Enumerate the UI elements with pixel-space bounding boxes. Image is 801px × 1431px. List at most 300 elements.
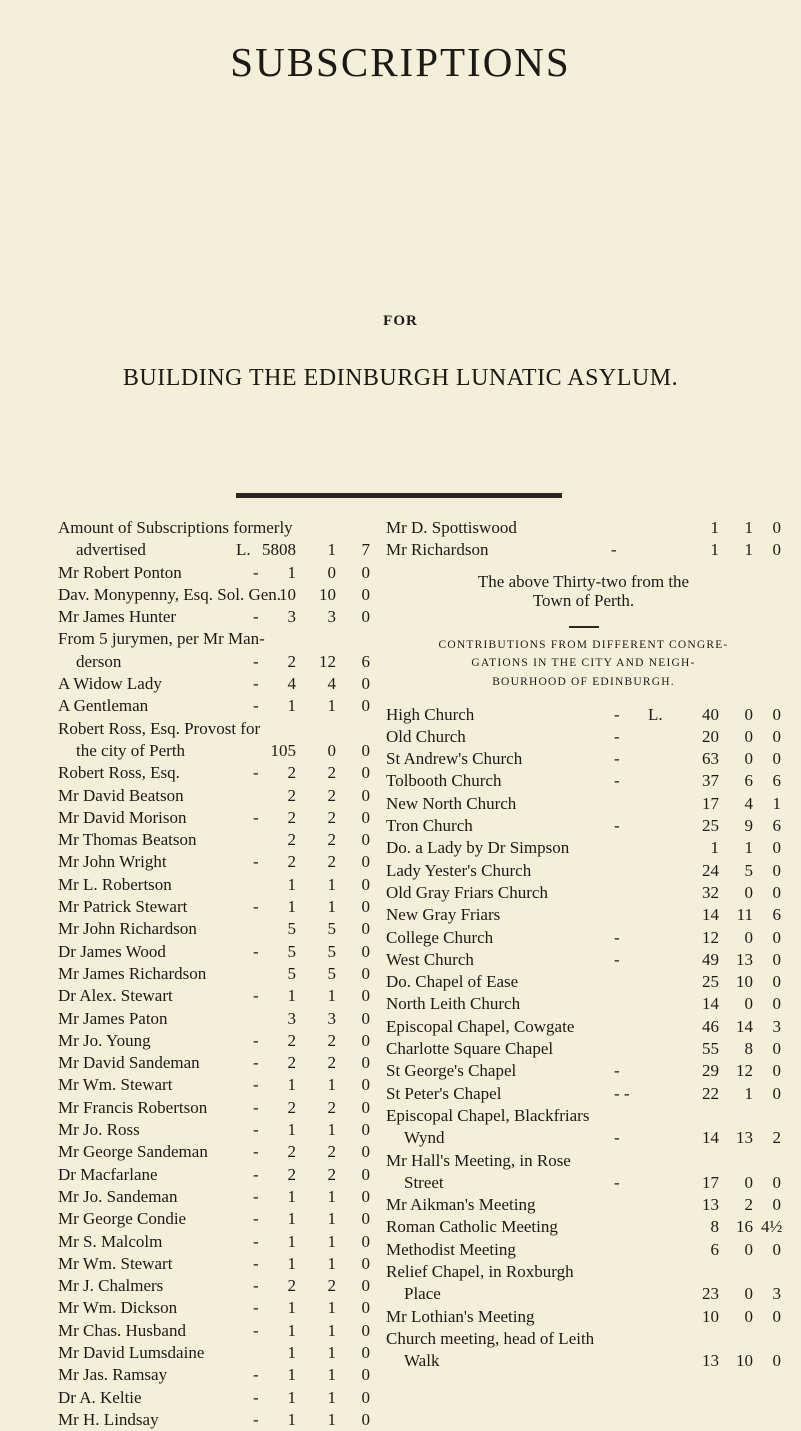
leader-dash: -: [253, 1120, 259, 1140]
pence-value: 0: [361, 1030, 370, 1050]
leader-dash: -: [614, 1172, 620, 1192]
table-row: [58, 539, 368, 561]
right-subscription-column: [386, 517, 781, 1373]
for-caption: FOR: [383, 313, 418, 329]
table-row: [58, 1320, 368, 1342]
table-row: [58, 1186, 368, 1208]
shillings-value: 2: [327, 785, 336, 805]
subscriber-name: Mr Hall's Meeting, in Rose: [386, 1150, 571, 1170]
pence-value: 0: [361, 1186, 370, 1206]
pounds-value: 14: [702, 905, 719, 925]
table-row: [58, 1164, 368, 1186]
leader-dash: -: [253, 1209, 259, 1229]
table-row: [58, 918, 368, 940]
subscriber-name: West Church: [386, 949, 474, 969]
table-row: [386, 539, 781, 561]
leader-dash: -: [253, 1276, 259, 1296]
pounds-value: 25: [702, 972, 719, 992]
shillings-value: 0: [744, 1284, 753, 1304]
table-row: [386, 1283, 781, 1305]
pence-value: 0: [361, 584, 370, 604]
shillings-value: 0: [744, 749, 753, 769]
pounds-value: 63: [702, 749, 719, 769]
pounds-value: 17: [702, 793, 719, 813]
table-row: [386, 1127, 781, 1149]
table-row: [58, 1387, 368, 1409]
leader-dash: -: [614, 771, 620, 791]
pence-value: 0: [772, 1039, 781, 1059]
pence-value: 3: [772, 1284, 781, 1304]
table-row: [386, 726, 781, 748]
leader-dash: -: [253, 897, 259, 917]
pounds-value: 1: [287, 1209, 296, 1229]
subscriber-name: Methodist Meeting: [386, 1239, 516, 1259]
table-row: [58, 1275, 368, 1297]
shillings-value: 1: [327, 1365, 336, 1385]
pence-value: 0: [361, 763, 370, 783]
shillings-value: 0: [327, 740, 336, 760]
left-subscription-column: [58, 517, 368, 1431]
leader-dash: -: [253, 1231, 259, 1251]
heading-line: BOURHOOD OF EDINBURGH.: [492, 675, 675, 688]
subscriber-name: Mr James Paton: [58, 1008, 168, 1028]
subscriber-name: Episcopal Chapel, Blackfriars: [386, 1105, 590, 1125]
shillings-value: 1: [327, 696, 336, 716]
shillings-value: 1: [327, 1409, 336, 1429]
subscriber-name: Lady Yester's Church: [386, 860, 532, 880]
pence-value: 0: [772, 1083, 781, 1103]
shillings-value: 0: [327, 562, 336, 582]
pounds-value: 2: [287, 1030, 296, 1050]
congregations-heading: [386, 636, 781, 704]
pence-value: 0: [361, 1120, 370, 1140]
leader-dash: -: [614, 949, 620, 969]
pounds-value: 3: [287, 1008, 296, 1028]
shillings-value: 10: [736, 1351, 753, 1371]
pounds-value: 24: [702, 860, 719, 880]
pence-value: 0: [361, 941, 370, 961]
shillings-value: 11: [736, 905, 753, 925]
shillings-value: 4: [744, 793, 753, 813]
table-row: [58, 584, 368, 606]
pence-value: 0: [361, 830, 370, 850]
subscriber-name: Mr David Sandeman: [58, 1053, 200, 1073]
shillings-value: 5: [327, 941, 336, 961]
leader-dash: - -: [614, 1083, 630, 1103]
pounds-value: 1: [287, 1231, 296, 1251]
leader-dash: -: [253, 852, 259, 872]
shillings-value: 2: [744, 1195, 753, 1215]
pence-value: 0: [361, 852, 370, 872]
pence-value: 0: [361, 1097, 370, 1117]
subscriber-name: Old Gray Friars Church: [386, 882, 548, 902]
pence-value: 0: [772, 1239, 781, 1259]
pounds-value: 55: [702, 1039, 719, 1059]
pence-value: 0: [772, 1061, 781, 1081]
subscriber-name: College Church: [386, 927, 494, 947]
shillings-value: 2: [327, 1053, 336, 1073]
table-row: [386, 927, 781, 949]
table-row: [386, 1239, 781, 1261]
subscriber-name: Mr L. Robertson: [58, 874, 172, 894]
leader-dash: -: [253, 1142, 259, 1162]
table-row: [386, 1216, 781, 1238]
shillings-value: 9: [744, 816, 753, 836]
pence-value: 0: [772, 838, 781, 858]
pence-value: 6: [772, 905, 781, 925]
table-row: [386, 1150, 781, 1172]
pounds-value: 37: [702, 771, 719, 791]
subscriber-name: North Leith Church: [386, 994, 521, 1014]
pence-value: 0: [361, 1276, 370, 1296]
pounds-value: 3: [287, 607, 296, 627]
leader-dash: -: [253, 1164, 259, 1184]
subscriber-name: Mr John Richardson: [58, 919, 197, 939]
table-row: [58, 1074, 368, 1096]
subscriber-name: St Andrew's Church: [386, 749, 523, 769]
leader-dash: -: [253, 1409, 259, 1429]
table-row: [58, 651, 368, 673]
pounds-value: 13: [702, 1195, 719, 1215]
table-row: [386, 837, 781, 859]
pence-value: 6: [772, 771, 781, 791]
table-row: [386, 949, 781, 971]
subscriber-name: New North Church: [386, 793, 517, 813]
pounds-value: 1: [287, 1075, 296, 1095]
table-row: [386, 1060, 781, 1082]
pence-value: 0: [361, 1298, 370, 1318]
pounds-value: 2: [287, 852, 296, 872]
subscriber-name: Mr Wm. Stewart: [58, 1075, 173, 1095]
pence-value: 6: [361, 651, 370, 671]
leader-dash: -: [253, 1030, 259, 1050]
shillings-value: 2: [327, 1142, 336, 1162]
shillings-value: 6: [744, 771, 753, 791]
pounds-value: 1: [287, 1186, 296, 1206]
pounds-value: 10: [702, 1306, 719, 1326]
subscriber-name: Tolbooth Church: [386, 771, 502, 791]
pence-value: 0: [361, 1164, 370, 1184]
pence-value: 0: [361, 1053, 370, 1073]
leader-dash: -: [253, 1253, 259, 1273]
subscriber-name: Mr James Hunter: [58, 607, 177, 627]
table-row: [58, 740, 368, 762]
pence-value: 2: [772, 1128, 781, 1148]
pounds-value: 2: [287, 1097, 296, 1117]
pence-value: 0: [361, 1075, 370, 1095]
pounds-value: 14: [702, 994, 719, 1014]
pounds-value: 1: [710, 838, 719, 858]
subscriber-name: Mr D. Spottiswood: [386, 518, 517, 537]
pounds-value: 1: [710, 518, 719, 537]
leader-dash: -: [253, 1387, 259, 1407]
subscriber-name: Tron Church: [386, 816, 473, 836]
shillings-value: 13: [736, 1128, 753, 1148]
leader-dash: -: [253, 1097, 259, 1117]
subscriber-name: A Widow Lady: [58, 674, 162, 694]
leader-dash: -: [614, 1061, 620, 1081]
pence-value: 3: [772, 1016, 781, 1036]
leader-dash: -: [611, 540, 617, 560]
leader-dash: -: [614, 927, 620, 947]
leader-dash: -: [253, 1298, 259, 1318]
table-row: [386, 793, 781, 815]
pounds-value: 1: [287, 1365, 296, 1385]
pence-value: 0: [772, 949, 781, 969]
shillings-value: 8: [744, 1039, 753, 1059]
pence-value: 1: [772, 793, 781, 813]
subscriber-name: Mr Wm. Stewart: [58, 1253, 173, 1273]
pence-value: 0: [361, 1142, 370, 1162]
pence-value: 0: [361, 1008, 370, 1028]
leader-dash: -: [614, 749, 620, 769]
leader-dash: -: [253, 1365, 259, 1385]
pence-value: 0: [361, 963, 370, 983]
perth-subscribers-list: [386, 517, 781, 562]
subscriber-name: Mr Jo. Sandeman: [58, 1186, 178, 1206]
pence-value: 0: [772, 518, 781, 537]
pounds-value: 1: [287, 1120, 296, 1140]
shillings-value: 0: [744, 1172, 753, 1192]
subscriber-name: Wynd: [404, 1128, 445, 1148]
pence-value: 0: [772, 1172, 781, 1192]
shillings-value: 1: [744, 540, 753, 560]
pounds-value: 1: [287, 1253, 296, 1273]
pounds-value: 2: [287, 807, 296, 827]
pounds-value: 2: [287, 651, 296, 671]
subscriber-name: derson: [76, 651, 122, 671]
table-row: [58, 896, 368, 918]
subscriber-name: Old Church: [386, 726, 466, 746]
perth-note: [386, 562, 781, 618]
pence-value: 0: [772, 1195, 781, 1215]
leader-dash: -: [253, 763, 259, 783]
shillings-value: 1: [327, 1186, 336, 1206]
subscriber-name: Do. Chapel of Ease: [386, 972, 519, 992]
pounds-value: 1: [287, 1387, 296, 1407]
pounds-value: 1: [287, 897, 296, 917]
pounds-value: 2: [287, 830, 296, 850]
pence-value: 0: [772, 882, 781, 902]
pounds-value: 105: [270, 740, 296, 760]
currency-label: L.: [648, 704, 663, 724]
pence-value: 0: [772, 749, 781, 769]
table-row: [386, 904, 781, 926]
leader-dash: -: [253, 1186, 259, 1206]
table-row: [58, 1052, 368, 1074]
table-row: [58, 1364, 368, 1386]
table-row: [386, 1083, 781, 1105]
subscriber-name: From 5 jurymen, per Mr Man-: [58, 629, 265, 649]
shillings-value: 1: [327, 1342, 336, 1362]
pounds-value: 2: [287, 763, 296, 783]
pence-value: 0: [772, 726, 781, 746]
pounds-value: 5: [287, 919, 296, 939]
pounds-value: 1: [710, 540, 719, 560]
pounds-value: 5: [287, 941, 296, 961]
pence-value: 0: [361, 1409, 370, 1429]
table-row: [58, 673, 368, 695]
pence-value: 0: [361, 1320, 370, 1340]
pounds-value: 2: [287, 1276, 296, 1296]
pounds-value: 17: [702, 1172, 719, 1192]
shillings-value: 2: [327, 1097, 336, 1117]
pounds-value: 1: [287, 1320, 296, 1340]
subscriber-name: Mr Wm. Dickson: [58, 1298, 178, 1318]
pounds-value: 46: [702, 1016, 719, 1036]
subscriber-name: Mr Jo. Young: [58, 1030, 151, 1050]
table-row: [58, 785, 368, 807]
subscriber-name: Dr Macfarlane: [58, 1164, 158, 1184]
pence-value: 0: [772, 927, 781, 947]
table-row: [386, 704, 781, 726]
shillings-value: 3: [327, 1008, 336, 1028]
leader-dash: -: [253, 1075, 259, 1095]
shillings-value: 0: [744, 1239, 753, 1259]
pence-value: 0: [361, 919, 370, 939]
pounds-value: 6: [710, 1239, 719, 1259]
table-row: [58, 762, 368, 784]
pence-value: 0: [772, 1351, 781, 1371]
shillings-value: 0: [744, 882, 753, 902]
shillings-value: 1: [327, 986, 336, 1006]
subscriber-name: Charlotte Square Chapel: [386, 1039, 554, 1059]
table-row: [58, 1409, 368, 1431]
shillings-value: 1: [327, 540, 336, 560]
table-row: [58, 718, 368, 740]
shillings-value: 1: [327, 1298, 336, 1318]
subscriber-name: St George's Chapel: [386, 1061, 517, 1081]
pence-value: 0: [772, 860, 781, 880]
table-row: [58, 985, 368, 1007]
page-subtitle: BUILDING THE EDINBURGH LUNATIC ASYLUM.: [122, 365, 679, 391]
shillings-value: 1: [744, 518, 753, 537]
table-row: [58, 1253, 368, 1275]
pounds-value: 14: [702, 1128, 719, 1148]
subscriber-name: Mr Chas. Husband: [58, 1320, 186, 1340]
subscriber-name: Relief Chapel, in Roxburgh: [386, 1262, 574, 1282]
shillings-value: 2: [327, 830, 336, 850]
leader-dash: -: [253, 651, 259, 671]
table-row: [58, 1342, 368, 1364]
shillings-value: 1: [327, 1120, 336, 1140]
table-row: [58, 1141, 368, 1163]
shillings-value: 0: [744, 927, 753, 947]
pence-value: 0: [772, 1306, 781, 1326]
pence-value: 0: [772, 972, 781, 992]
shillings-value: 5: [327, 919, 336, 939]
table-row: [386, 1350, 781, 1372]
subscriber-name: Mr Thomas Beatson: [58, 830, 197, 850]
subscriber-name: New Gray Friars: [386, 905, 501, 925]
shillings-value: 2: [327, 1030, 336, 1050]
table-row: [58, 562, 368, 584]
shillings-value: 1: [327, 1387, 336, 1407]
leader-dash: -: [253, 1320, 259, 1340]
table-row: [386, 748, 781, 770]
subscriber-name: High Church: [386, 704, 475, 724]
table-row: [58, 517, 368, 539]
pounds-value: 4: [287, 674, 296, 694]
shillings-value: 14: [736, 1016, 753, 1036]
table-row: [386, 882, 781, 904]
shillings-value: 2: [327, 763, 336, 783]
shillings-value: 16: [736, 1217, 753, 1237]
shillings-value: 0: [744, 704, 753, 724]
leader-dash: -: [614, 726, 620, 746]
table-row: [58, 1097, 368, 1119]
shillings-value: 12: [319, 651, 336, 671]
table-row: [58, 628, 368, 650]
shillings-value: 4: [327, 674, 336, 694]
subscriber-name: Mr S. Malcolm: [58, 1231, 163, 1251]
table-row: [386, 815, 781, 837]
table-row: [58, 1008, 368, 1030]
pounds-value: 25: [702, 816, 719, 836]
subscriber-name: Robert Ross, Esq.: [58, 763, 180, 783]
subscriber-name: Dr Alex. Stewart: [58, 986, 173, 1006]
leader-dash: -: [253, 1053, 259, 1073]
table-row: [58, 963, 368, 985]
table-row: [58, 851, 368, 873]
shillings-value: 0: [744, 726, 753, 746]
subscriber-name: Mr David Morison: [58, 807, 187, 827]
leader-dash: -: [614, 1128, 620, 1148]
table-row: [58, 807, 368, 829]
pounds-value: 40: [702, 704, 719, 724]
subscriber-name: Place: [404, 1284, 441, 1304]
pence-value: 0: [772, 704, 781, 724]
pounds-value: 32: [702, 882, 719, 902]
pence-value: 0: [361, 1209, 370, 1229]
subscriber-name: Mr Richardson: [386, 540, 489, 560]
shillings-value: 10: [319, 584, 336, 604]
leader-dash: -: [253, 986, 259, 1006]
pence-value: 4½: [761, 1217, 783, 1237]
pence-value: 0: [361, 562, 370, 582]
subscriber-name: Dr A. Keltie: [58, 1387, 142, 1407]
subscriber-name: Mr Lothian's Meeting: [386, 1306, 535, 1326]
shillings-value: 1: [744, 838, 753, 858]
subscriber-name: St Peter's Chapel: [386, 1083, 502, 1103]
subscriber-name: Mr George Sandeman: [58, 1142, 208, 1162]
subscriber-name: the city of Perth: [76, 740, 186, 760]
table-row: [386, 993, 781, 1015]
subscriber-name: Roman Catholic Meeting: [386, 1217, 558, 1237]
shillings-value: 5: [327, 963, 336, 983]
pence-value: 0: [772, 994, 781, 1014]
pounds-value: 29: [702, 1061, 719, 1081]
pounds-value: 49: [702, 949, 719, 969]
shillings-value: 13: [736, 949, 753, 969]
pence-value: 0: [361, 1342, 370, 1362]
pounds-value: 1: [287, 562, 296, 582]
table-row: [386, 770, 781, 792]
congregations-list: [386, 704, 781, 1373]
subscriber-name: advertised: [76, 540, 146, 560]
pounds-value: 2: [287, 1142, 296, 1162]
pence-value: 0: [361, 607, 370, 627]
pounds-value: 23: [702, 1284, 719, 1304]
table-row: [58, 874, 368, 896]
pence-value: 0: [361, 986, 370, 1006]
subscriber-name: Mr Aikman's Meeting: [386, 1195, 536, 1215]
pence-value: 0: [361, 740, 370, 760]
pounds-value: 2: [287, 785, 296, 805]
pounds-value: 5: [287, 963, 296, 983]
table-row: [58, 1297, 368, 1319]
pence-value: 0: [361, 1365, 370, 1385]
